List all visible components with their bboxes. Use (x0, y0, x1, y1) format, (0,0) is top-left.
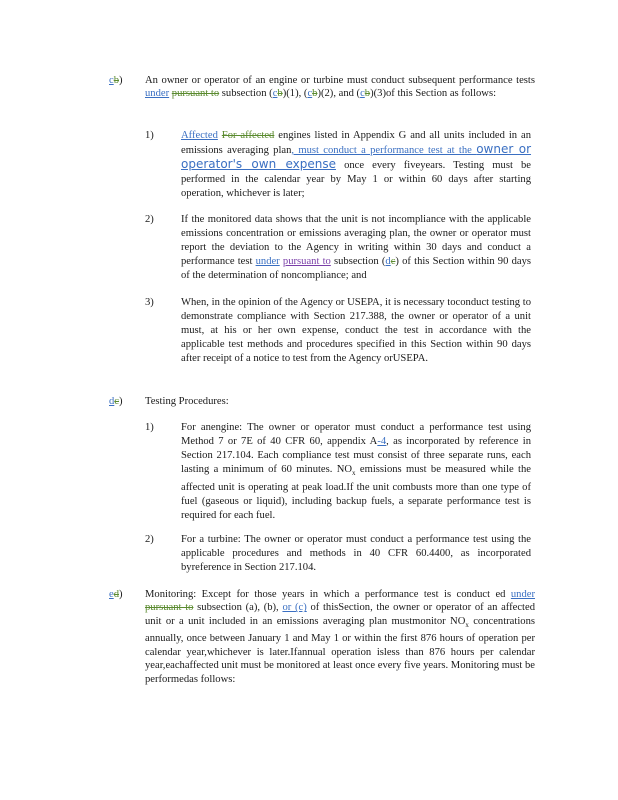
item-c2-text: If the monitored data shows that the unit is not incompliance with the applicable emissions concentration or emissions averaging plan, the owner or operator must report the deviation to the Agency in writing within 30 days and conduct a performance test under pursuant to subsection (dc) of this Section within 90 days of the determination of noncompliance; and (181, 214, 531, 281)
section-e-label: ed) (109, 589, 123, 600)
item-c3-text: When, in the opinion of the Agency or USEPA, it is necessary toconduct testing to demonstrate compliance with Section 217.388, the owner or operator of a unit must, at his or her own expense, conduct the test in accordance with the applicable test methods and procedures specified in this Section within 90 days after receipt of a notice to test from the Agency orUSEPA. (181, 297, 531, 364)
section-e-text: Monitoring: Except for those years in which a performance test is conduct ed under pursuant to subsection (a), (b), or (c) of thisSection, the owner or operator of an affected unit or a unit included in an emissions averaging plan mustmonitor $NO_x$ concentrations annually, once between January 1 and May 1 or within the first 876 hours of operation per calendar year,whichever is later.Ifannual operation isless than 876 hours per calendar year,eachaffected unit must be monitored at least once every five years. Monitoring must be performedas follows: (145, 589, 535, 685)
item-d2-text: For a turbine: The owner or operator must conduct a performance test using the applicable procedures and methods in 40 CFR 60.4400, as incorporated byreference in Section 217.104. (181, 534, 531, 573)
inserted-text: c (109, 75, 114, 86)
deleted-text: pursuant to (171, 88, 220, 100)
inserted-text-large: owner or operator's own expense (181, 141, 532, 171)
item-number: 2) (145, 534, 154, 545)
item-number: 1) (145, 130, 154, 141)
item-number: 3) (145, 297, 154, 308)
section-c-text: An owner or operator of an engine or turbine must conduct subsequent performance tests under pursuant to subsection (cb)(1), (cb)(2), and (cb)(3)of this Section as follows: (145, 75, 535, 100)
item-number: 1) (145, 422, 154, 433)
item-number: 2) (145, 214, 154, 225)
section-c-label: cb) (109, 75, 123, 86)
item-d1-text: For anengine: The owner or operator must conduct a performance test using Method 7 or 7E of 40 CFR 60, appendix A-4, as incorporated by reference in Section 217.104. Each compliance test must consist of three separate runs, each lasting a minimum of 60 minutes. $NO_x$ emissions must be measured while the affected unit is operating at peak load.If the unit combusts more than one type of fuel (gaseous or liquid), including backup fuels, a separate performance test is required for each fuel. (181, 422, 531, 521)
section-d-label: dc) (109, 396, 123, 407)
item-c1-text: Affected For affected engines listed in Appendix G and all units included in an emissions averaging plan, must conduct a performance test at the owner or operator's own expense once every fiveyears. Testing must be performed in the calendar year by May 1 or within 60 days after starting operation, whichever is later; (181, 130, 532, 199)
section-d-heading: Testing Procedures: (145, 396, 229, 407)
deleted-text: b (113, 75, 119, 86)
inserted-text: under (145, 88, 170, 100)
